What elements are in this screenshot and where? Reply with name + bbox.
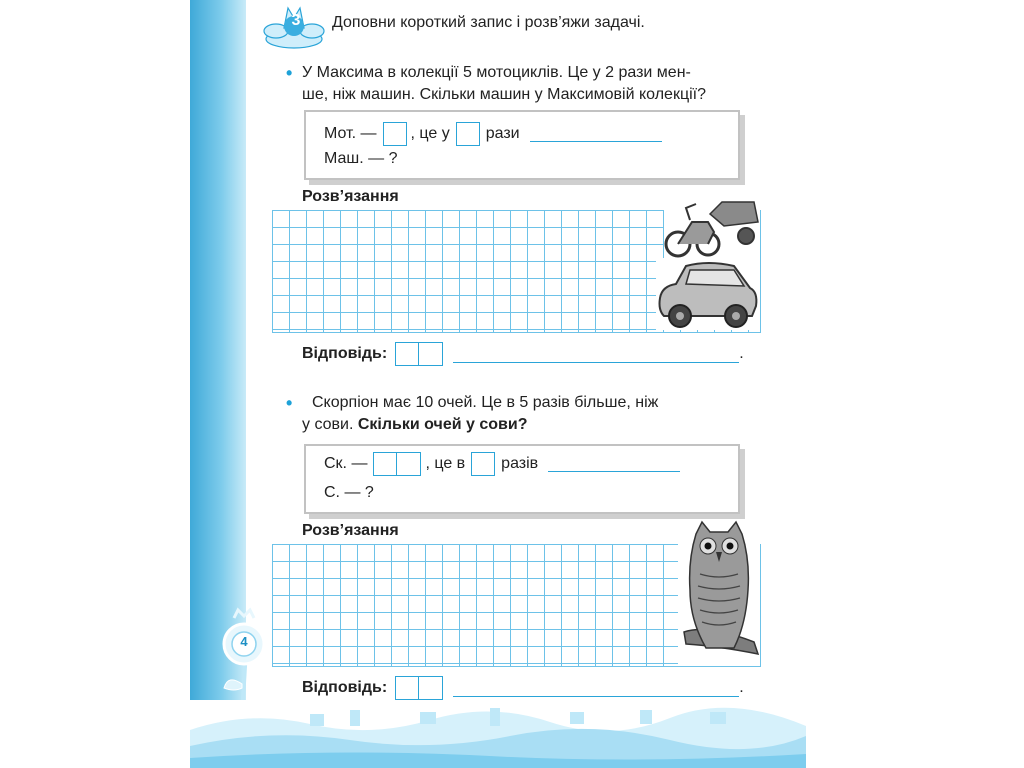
- owl-icon: [678, 520, 760, 666]
- note-1-line-2: Маш. — ?: [324, 150, 398, 167]
- note-2-factor-cell[interactable]: [471, 452, 495, 476]
- note-1-factor-cell[interactable]: [456, 122, 480, 146]
- task-number: 3: [291, 12, 301, 29]
- problem-1-text: [286, 62, 766, 106]
- answer-1-line[interactable]: [453, 346, 739, 363]
- note-2-label-sk: Ск. —: [324, 455, 368, 472]
- motorcycle-with-sidecar-icon: [664, 192, 760, 258]
- task-title: Доповни короткий запис і розв’яжи задачі.: [332, 14, 645, 31]
- problem-2-text: [286, 392, 766, 436]
- page-number: 4: [240, 634, 248, 649]
- answer-2-line[interactable]: [453, 680, 739, 697]
- note-1-answer-cell[interactable]: [383, 122, 407, 146]
- note-2-end-text: разів: [501, 455, 539, 472]
- problem-2-line-1: Скорпіон має 10 очей. Це в 5 разів більше, ніж: [312, 394, 659, 411]
- answer-1-cell-2[interactable]: [419, 342, 443, 366]
- answer-2-cell-1[interactable]: [395, 676, 419, 700]
- workbook-page: [190, 0, 806, 768]
- problem-2-question: Скільки очей у сови?: [357, 416, 528, 433]
- note-2-answer-cell-1[interactable]: [373, 452, 397, 476]
- problem-1-answer-row: [302, 342, 744, 366]
- bottom-village-decoration: [190, 700, 806, 768]
- answer-1-cell-1[interactable]: [395, 342, 419, 366]
- problem-1-answer-label: Відповідь:: [302, 345, 388, 362]
- note-2-line-2: С. — ?: [324, 484, 374, 501]
- problem-1-solution-label: Розв’язання: [302, 188, 399, 205]
- note-1-label-mot: Мот. —: [324, 125, 377, 142]
- problem-2-line-2-plain: у сови.: [302, 416, 354, 433]
- answer-2-cell-2[interactable]: [419, 676, 443, 700]
- answer-2-period: .: [739, 679, 744, 696]
- car-icon: [656, 258, 760, 330]
- problem-2-solution-label: Розв’язання: [302, 522, 399, 539]
- note-1-end-text: рази: [485, 125, 520, 142]
- problem-2-answer-label: Відповідь:: [302, 679, 388, 696]
- note-2-answer-cell-2[interactable]: [397, 452, 421, 476]
- problem-1-line-1: У Максима в колекції 5 мотоциклів. Це у 2 рази мен-: [302, 64, 691, 81]
- note-2-blank-line[interactable]: [548, 457, 680, 472]
- bullet: •: [286, 63, 293, 83]
- problem-2-answer-row: [302, 676, 744, 700]
- problem-1-short-note: [304, 110, 740, 180]
- note-1-blank-line[interactable]: [530, 127, 662, 142]
- note-2-mid-text: , це в: [425, 455, 466, 472]
- note-1-mid-text: , це у: [410, 125, 450, 142]
- bullet: •: [286, 393, 293, 413]
- problem-1-line-2: ше, ніж машин. Скільки машин у Максимовій колекції?: [302, 86, 707, 103]
- problem-2-short-note: [304, 444, 740, 514]
- answer-1-period: .: [739, 345, 744, 362]
